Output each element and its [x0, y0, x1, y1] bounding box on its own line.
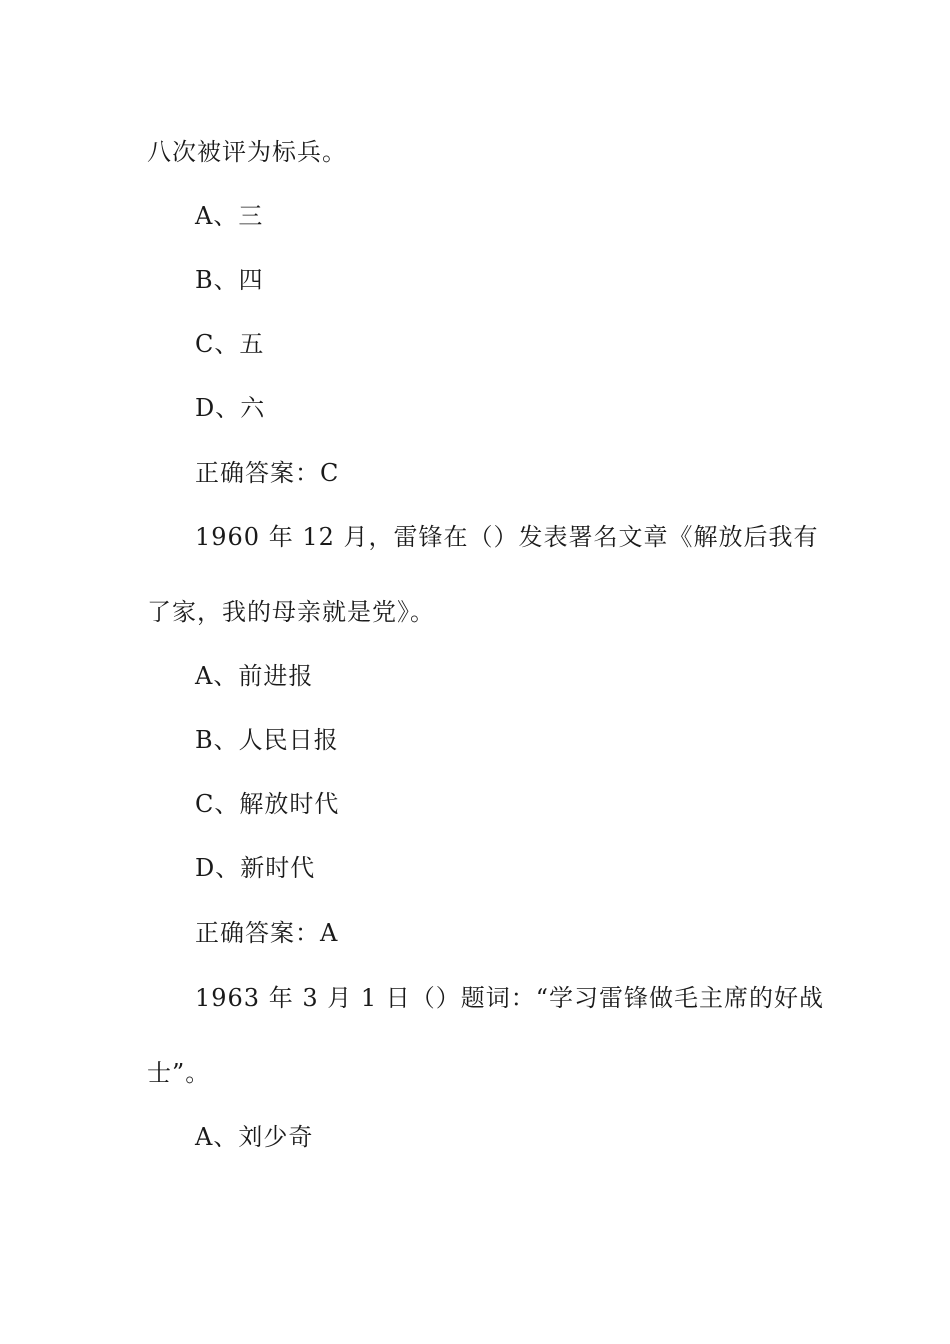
question-3-text-line-1: 1963 年 3 月 1 日（）题词：“学习雷锋做毛主席的好战 [195, 984, 825, 1012]
question-2-answer: 正确答案：A [195, 919, 339, 947]
question-1-option-d: D、六 [195, 394, 266, 422]
question-1-option-a: A、三 [195, 202, 264, 230]
question-2-option-d: D、新时代 [195, 854, 316, 882]
question-2-text-line-1: 1960 年 12 月，雷锋在（）发表署名文章《解放后我有 [195, 523, 819, 551]
question-2-text-line-2: 了家，我的母亲就是党》。 [147, 598, 435, 626]
question-2-option-c: C、解放时代 [195, 790, 340, 818]
question-2-option-b: B、人民日报 [195, 726, 339, 754]
question-1-answer: 正确答案：C [195, 459, 340, 487]
question-1-option-b: B、四 [195, 266, 264, 294]
question-3-text-line-2: 士”。 [147, 1059, 211, 1087]
question-3-option-a: A、刘少奇 [195, 1123, 314, 1151]
question-2-option-a: A、前进报 [195, 662, 314, 690]
question-1-option-c: C、五 [195, 330, 265, 358]
question-1-tail: 八次被评为标兵。 [147, 138, 347, 166]
